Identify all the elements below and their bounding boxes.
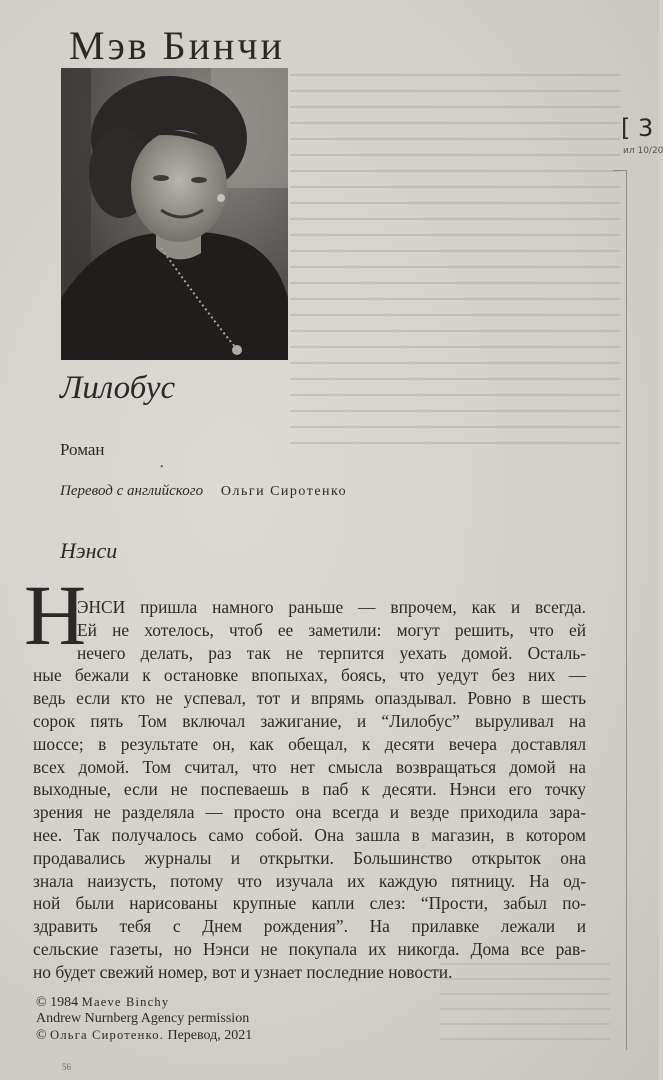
- bullet-dot: •: [160, 462, 164, 473]
- translator-name: Ольги Сиротенко: [220, 484, 348, 499]
- copyright-block: [36, 994, 252, 1044]
- page-number: [ 3: [621, 114, 654, 142]
- drop-cap: Н: [24, 567, 87, 663]
- body-line: продавались журналы и открытки. Большинство открыток она: [33, 847, 586, 868]
- copyright-line-3: [36, 1027, 252, 1044]
- side-rule-tick: [613, 170, 627, 171]
- book-genre: Роман: [60, 440, 105, 459]
- body-line: ной были нарисованы крупные капли слез: “Прости, забыл по-: [33, 893, 586, 914]
- page-number-value: 3: [638, 114, 654, 142]
- chapter-title: Нэнси: [60, 538, 118, 563]
- bleed-through-text: [290, 60, 620, 580]
- body-text: [0, 596, 600, 984]
- body-line: ные бежали к остановке впопыхах, боясь, что уедут без них —: [33, 665, 586, 686]
- issue-label: ил 10/20: [623, 146, 663, 156]
- copyright-year: © 1984: [36, 995, 79, 1010]
- body-line: Ей не хотелось, чтоб ее заметили: могут решить, что ей: [77, 619, 586, 640]
- body-line: зрения не разделяла — просто она всегда и везде приходила зара-: [33, 802, 586, 823]
- side-rule: [626, 170, 627, 1050]
- body-line: знала наизусть, потому что изучала их каждую пятницу. На од-: [33, 870, 586, 891]
- body-line: ЭНСИ пришла намного раньше — впрочем, как и всегда.: [77, 597, 586, 617]
- body-line: здравить тебя с Днем рождения”. На прилавке лежали и: [33, 916, 586, 937]
- body-line: ведь если кто не успевал, тот и впрямь опаздывал. Ровно в шесть: [33, 688, 586, 709]
- copyright-author: Maeve Binchy: [81, 995, 170, 1009]
- author-portrait-icon: [61, 68, 288, 360]
- author-photo: [61, 68, 288, 360]
- body-line: всех домой. Том считал, что нет смысла возвращаться домой на: [33, 756, 586, 777]
- copyright-translator: Ольга Сиротенко.: [50, 1028, 164, 1042]
- book-title: Лилобус: [60, 370, 176, 406]
- copyright-line-1: [36, 994, 252, 1011]
- copyright-translation-year: Перевод, 2021: [167, 1028, 253, 1043]
- copyright-line-2: Andrew Nurnberg Agency permission: [36, 1011, 250, 1026]
- body-line: но будет свежий номер, вот и узнает последние новости.: [33, 961, 453, 982]
- body-line: нечего делать, раз так не терпится уехать домой. Осталь-: [77, 642, 586, 663]
- translation-label: Перевод с английского: [60, 483, 204, 499]
- copyright-symbol: ©: [36, 1028, 47, 1043]
- body-line: сорок пять Том включал зажигание, и “Лилобус” выруливал на: [33, 710, 586, 731]
- body-line: выходные, если не поспеваешь в паб к десяти. Нэнси его точку: [33, 779, 586, 800]
- body-line: нее. Так получалось само собой. Она зашла в магазин, в котором: [33, 824, 586, 845]
- body-line: сельские газеты, но Нэнси не покупала их никогда. Дома все рав-: [33, 938, 586, 959]
- folio-number: 56: [62, 1062, 71, 1072]
- author-name: Мэв Бинчи: [69, 23, 285, 68]
- body-line: шоссе; в результате он, как обещал, к десяти вечера доставлял: [33, 733, 586, 754]
- translation-credit: [60, 483, 347, 500]
